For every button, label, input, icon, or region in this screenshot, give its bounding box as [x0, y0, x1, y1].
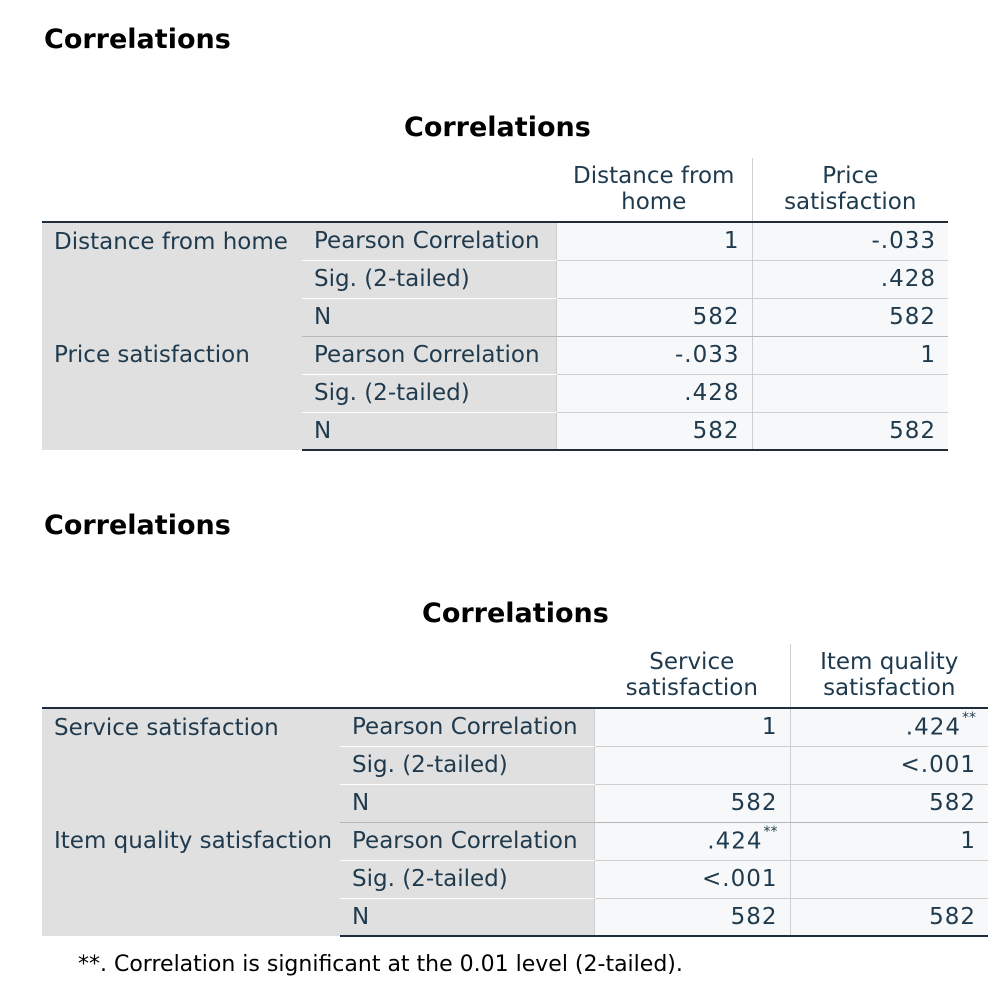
value-cell: 1	[556, 222, 752, 260]
value-cell: 582	[752, 298, 948, 336]
value-cell: .424**	[594, 822, 790, 860]
row-group-label: Distance from home	[42, 222, 302, 336]
statistic-label: Pearson Correlation	[340, 822, 594, 860]
table-title: Correlations	[422, 598, 609, 629]
column-header: Service satisfaction	[594, 644, 790, 708]
value-cell: .428	[752, 260, 948, 298]
table-title: Correlations	[404, 112, 591, 143]
statistic-label: N	[302, 412, 556, 450]
section-heading: Correlations	[44, 510, 231, 541]
value-cell: 1	[790, 822, 988, 860]
statistic-label: Sig. (2-tailed)	[340, 746, 594, 784]
value-cell	[594, 746, 790, 784]
statistic-label: Pearson Correlation	[340, 708, 594, 746]
value-cell: 582	[752, 412, 948, 450]
row-group-label: Price satisfaction	[42, 336, 302, 450]
value-cell	[790, 860, 988, 898]
value-cell: .428	[556, 374, 752, 412]
value-cell: <.001	[594, 860, 790, 898]
statistic-label: N	[302, 298, 556, 336]
value-cell: 582	[556, 298, 752, 336]
value-cell	[556, 260, 752, 298]
statistic-label: Sig. (2-tailed)	[302, 374, 556, 412]
corner-cell	[42, 158, 302, 222]
corner-cell	[42, 644, 340, 708]
significance-flag: **	[962, 709, 976, 726]
significance-flag: **	[763, 823, 778, 840]
statistic-label: N	[340, 898, 594, 936]
column-header: Distance from home	[556, 158, 752, 222]
value-cell: .424**	[790, 708, 988, 746]
value-cell: 582	[556, 412, 752, 450]
value-cell	[752, 374, 948, 412]
significance-footnote: **. Correlation is significant at the 0.01 level (2-tailed).	[78, 952, 683, 977]
row-group-label: Item quality satisfaction	[42, 822, 340, 936]
column-header: Price satisfaction	[752, 158, 948, 222]
value-cell: 582	[594, 898, 790, 936]
value-cell: 1	[594, 708, 790, 746]
correlations-table-2	[42, 644, 988, 937]
value-cell: 582	[594, 784, 790, 822]
value-cell: 582	[790, 784, 988, 822]
statistic-label: Sig. (2-tailed)	[340, 860, 594, 898]
statistic-label: Pearson Correlation	[302, 336, 556, 374]
corner-cell	[340, 644, 594, 708]
column-header: Item quality satisfaction	[790, 644, 988, 708]
statistic-label: Sig. (2-tailed)	[302, 260, 556, 298]
corner-cell	[302, 158, 556, 222]
row-group-label: Service satisfaction	[42, 708, 340, 822]
value-cell: 582	[790, 898, 988, 936]
value-cell: -.033	[752, 222, 948, 260]
statistic-label: Pearson Correlation	[302, 222, 556, 260]
correlations-table-1	[42, 158, 948, 451]
value-cell: -.033	[556, 336, 752, 374]
statistic-label: N	[340, 784, 594, 822]
value-cell: <.001	[790, 746, 988, 784]
value-cell: 1	[752, 336, 948, 374]
section-heading: Correlations	[44, 24, 231, 55]
